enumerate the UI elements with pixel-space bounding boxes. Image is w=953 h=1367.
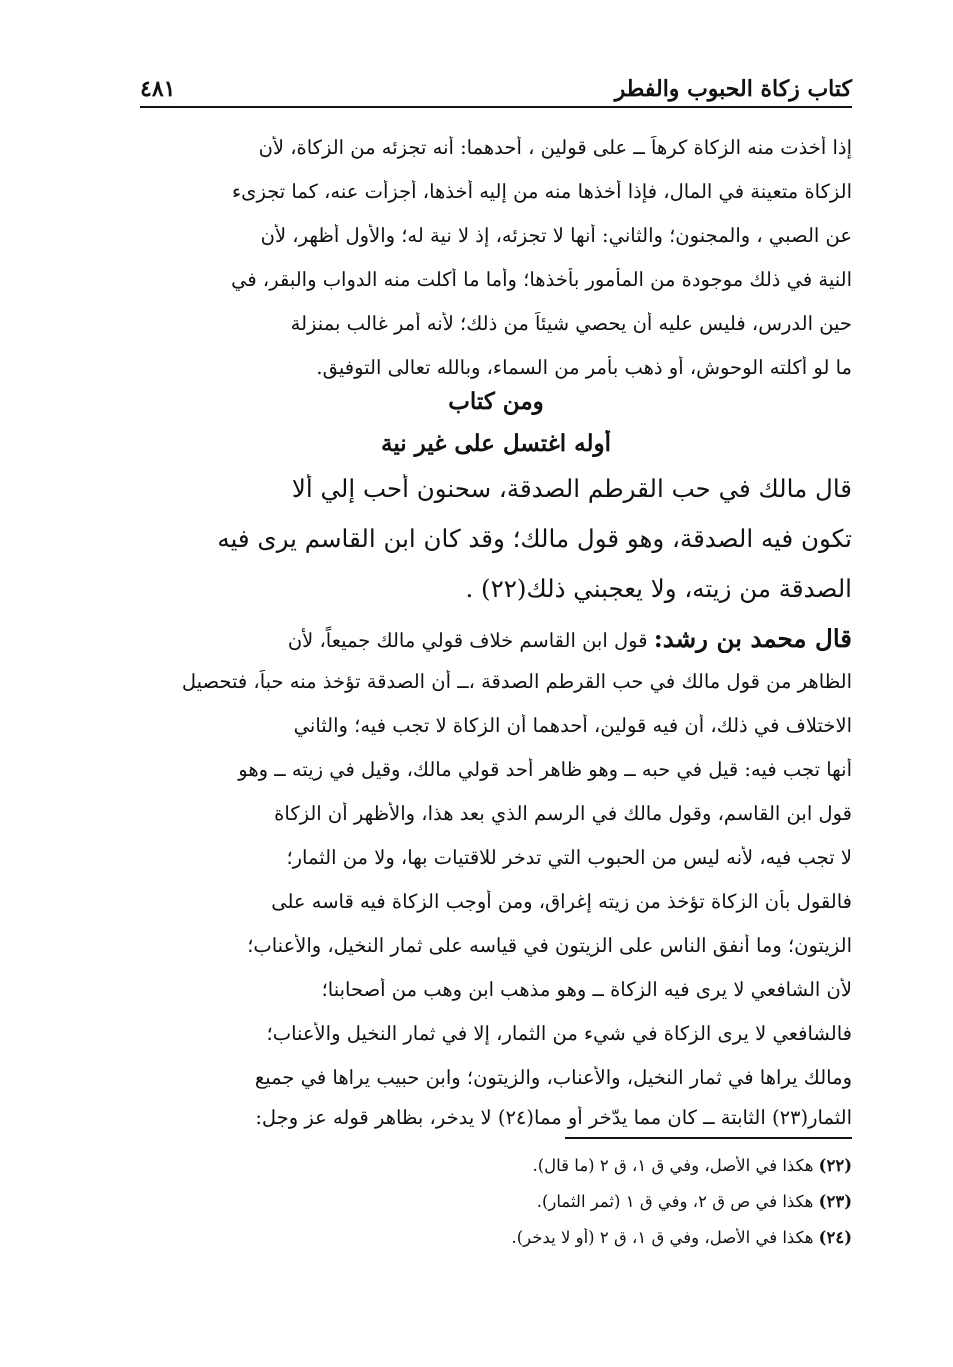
footnote-divider (565, 1137, 852, 1139)
text-line: إذا أخذت منه الزكاة كرهاً ــ على قولين ، أحدهما: أنه تجزئه من الزكاة، لأن (258, 136, 852, 159)
text-line: ما لو أكلته الوحوش، أو ذهب بأمر من السماء، وبالله تعالى التوفيق. (316, 356, 852, 379)
text-line: لا تجب فيه، لأنه ليس من الحبوب التي تدخر للاقتيات بها، ولا من الثمار؛ (286, 846, 852, 869)
footnote (140, 1192, 852, 1211)
text-line: النية في ذلك موجودة من المأمور بأخذها؛ وأما ما أكلت منه الدواب والبقر، في (231, 268, 852, 291)
text-line: ومالك يراها في ثمار النخيل، والأعناب، والزيتون؛ وابن حبيب يراها في جميع (254, 1066, 852, 1089)
section-subheading: أوله اغتسل على غير نية (381, 430, 611, 457)
commentary-lead: قال محمد بن رشد: (653, 624, 852, 653)
text-line: لأن الشافعي لا يرى فيه الزكاة ــ وهو مذهب ابن وهب من أصحابنا؛ (321, 978, 852, 1001)
running-header (140, 70, 852, 106)
footnote-text: هكذا في ص ق ٢، وفي ق ١ (ثمر الثمار). (536, 1192, 819, 1211)
text-line: فالقول بأن الزكاة تؤخذ من زيته إغراق، ومن أوجب الزكاة فيه قاسه على (271, 890, 852, 913)
commentary-first-line (140, 624, 852, 653)
chapter-title: كتاب زكاة الحبوب والفطر (614, 76, 852, 102)
quote-line: قال مالك في حب القرطم الصدقة، سحنون أحب إلي ألا (291, 474, 852, 503)
text-line: الزيتون؛ وما أنفق الناس على الزيتون في قياسه على ثمار النخيل، والأعناب؛ (247, 934, 852, 957)
footnote (140, 1156, 852, 1175)
text-line: حين الدرس، فليس عليه أن يحصي شيئاً من ذلك؛ لأنه أمر غالب بمنزلة (290, 312, 852, 335)
text-line: الاختلاف في ذلك، أن فيه قولين، أحدهما أن الزكاة لا تجب فيه؛ والثاني (293, 714, 852, 737)
text-line: فالشافعي لا يرى الزكاة في شيء من الثمار، إلا في ثمار النخيل والأعناب؛ (266, 1022, 852, 1045)
commentary-line-text: قول ابن القاسم خلاف قولي مالك جميعاً، لأن (287, 629, 654, 652)
text-line: الزكاة متعينة في المال، فإذا أخذها منه من إليه أخذها، أجزأت عنه، كما تجزىء (232, 180, 852, 203)
quote-line: الصدقة من زيته، ولا يعجبني ذلك(٢٢) . (465, 574, 852, 603)
footnote (140, 1228, 852, 1247)
text-line: أنها تجب فيه: قيل في حبه ــ وهو ظاهر أحد قولي مالك، وقيل في زيته ــ وهو (238, 758, 852, 781)
page-number: ٤٨١ (140, 76, 176, 102)
footnote-number: (٢٤) (818, 1228, 852, 1247)
text-line: الظاهر من قول مالك في حب القرطم الصدقة ،ــ أن الصدقة تؤخذ منه حباً، فتحصيل (181, 670, 852, 693)
text-line: عن الصبي ، والمجنون؛ والثاني: أنها لا تجزئه، إذ لا نية له؛ والأول أظهر، لأن (260, 224, 852, 247)
header-divider (140, 106, 852, 108)
section-heading: ومن كتاب (448, 388, 544, 415)
text-line: الثمار(٢٣) الثابتة ــ كان مما يدّخر أو مما(٢٤) لا يدخر، بظاهر قوله عز وجل: (255, 1106, 852, 1129)
footnote-number: (٢٢) (818, 1156, 852, 1175)
footnote-text: هكذا في الأصل، وفي ق ١، ق ٢ (ما قال). (532, 1156, 819, 1175)
footnote-number: (٢٣) (818, 1192, 852, 1211)
quote-line: تكون فيه الصدقة، وهو قول مالك؛ وقد كان ابن القاسم يرى فيه (217, 524, 852, 553)
text-line: قول ابن القاسم، وقول مالك في الرسم الذي بعد هذا، والأظهر أن الزكاة (274, 802, 852, 825)
footnote-text: هكذا في الأصل، وفي ق ١، ق ٢ (أو لا يدخر). (511, 1228, 819, 1247)
